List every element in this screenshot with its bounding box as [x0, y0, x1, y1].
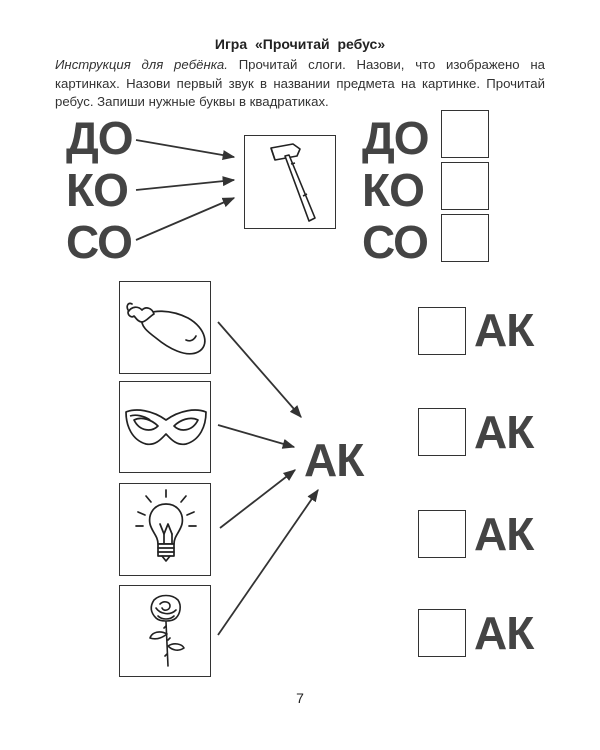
answer-box-mask[interactable]: [418, 408, 466, 456]
lightbulb-picture: [119, 483, 211, 576]
answer-syllable-2: АК: [474, 406, 534, 458]
answer-box-eggplant[interactable]: [418, 307, 466, 355]
arrow-so: [136, 198, 234, 240]
hammer-picture: [244, 135, 336, 229]
answer-box-so[interactable]: [441, 214, 489, 262]
answer-box-lightbulb[interactable]: [418, 510, 466, 558]
answer-syllable-3: АК: [474, 508, 534, 560]
hammer-icon: [245, 136, 337, 230]
lightbulb-icon: [120, 484, 212, 577]
rose-icon: [120, 586, 212, 678]
mask-icon: [120, 382, 212, 474]
arrow-rose: [218, 490, 318, 635]
answer-syllable-4: АК: [474, 607, 534, 659]
page-title: Игра «Прочитай ребус»: [214, 36, 386, 52]
syllable-left-ko: КО: [66, 164, 128, 216]
eggplant-icon: [120, 282, 212, 375]
instruction-label: Инструкция для ребёнка.: [55, 57, 228, 72]
arrow-eggplant: [218, 322, 301, 417]
center-syllable-ak: АК: [304, 434, 364, 486]
syllable-left-do: ДО: [66, 112, 133, 164]
arrow-ko: [136, 180, 234, 190]
arrow-bulb: [220, 470, 295, 528]
instruction-text: Прочитай слоги. Назови, что изображено на картинках. Назови первый звук в названии предмета на картинке. Прочитай ребус. Запиши нужные буквы в квадратиках.: [55, 57, 546, 109]
arrow-do: [136, 140, 234, 157]
syllable-right-so: СО: [362, 216, 428, 268]
eggplant-picture: [119, 281, 211, 374]
syllable-right-do: ДО: [362, 112, 429, 164]
mask-picture: [119, 381, 211, 473]
arrow-mask: [218, 425, 294, 447]
answer-box-do[interactable]: [441, 110, 489, 158]
syllable-right-ko: КО: [362, 164, 424, 216]
page-number: 7: [296, 690, 304, 706]
answer-syllable-1: АК: [474, 304, 534, 356]
answer-box-rose[interactable]: [418, 609, 466, 657]
syllable-left-so: СО: [66, 216, 132, 268]
answer-box-ko[interactable]: [441, 162, 489, 210]
rose-picture: [119, 585, 211, 677]
